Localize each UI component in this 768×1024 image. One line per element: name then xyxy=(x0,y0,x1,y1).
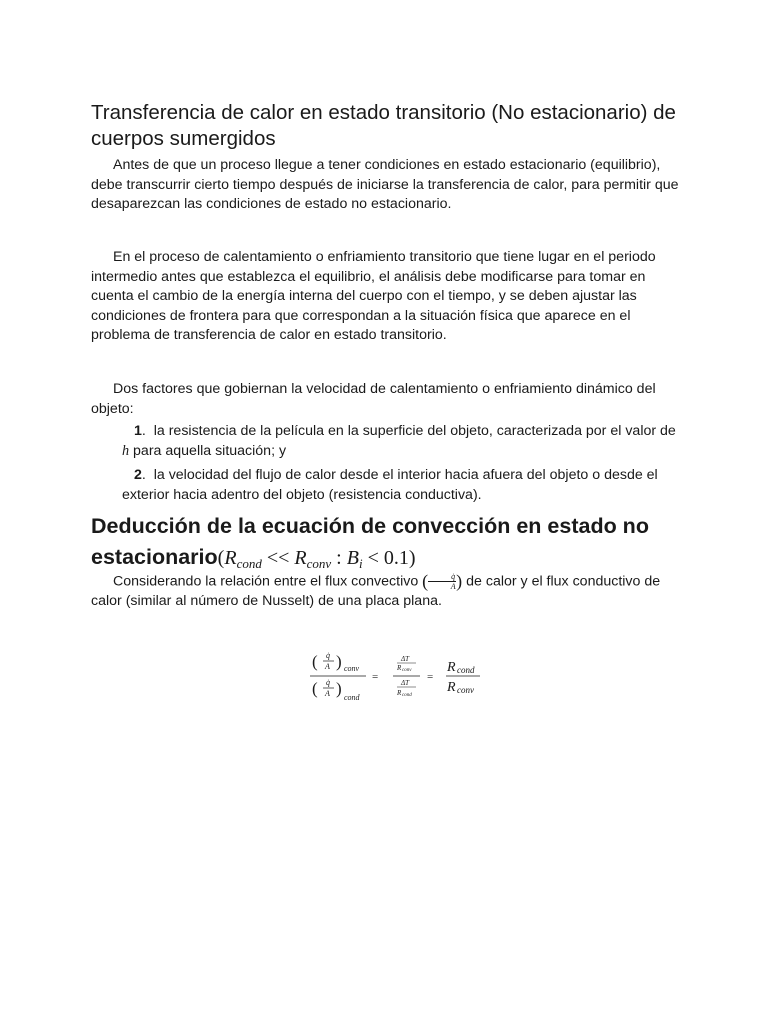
svg-text:R: R xyxy=(447,680,456,695)
svg-text:R: R xyxy=(447,660,456,675)
paragraph-factors: Dos factores que gobiernan la velocidad de calentamiento o enfriamiento dinámico del objeto: xyxy=(91,381,656,417)
svg-text:cond: cond xyxy=(344,693,360,702)
list-item-2: 2. la velocidad del flujo de calor desde el interior hacia afuera del objeto o desde el exterior hacia adentro del objeto (resistencia conductiva). xyxy=(122,467,658,503)
svg-text:conv: conv xyxy=(344,664,360,673)
paragraph-flux: Considerando la relación entre el flux convectivo ( $\frac{q̇}{A}$ ) de calor y el flux conductivo de calor (similar al número de Nusselt) de una placa plana. xyxy=(91,571,661,610)
svg-text:A: A xyxy=(325,662,330,671)
svg-text:=: = xyxy=(372,671,379,683)
svg-text:conv: conv xyxy=(457,685,474,695)
flux-ratio-equation xyxy=(300,645,500,707)
list-item-2-text: la velocidad del flujo de calor desde el interior hacia afuera del objeto o desde el exterior hacia adentro del objeto (resistencia conductiva). xyxy=(122,467,658,503)
list-number-1: 1 xyxy=(134,423,142,439)
paragraph-intro: Antes de que un proceso llegue a tener condiciones en estado estacionario (equilibrio), debe transcurrir cierto tiempo después de iniciarse la transferencia de calor, para permitir que desaparezcan las condiciones de estado no estacionario. xyxy=(91,157,679,213)
svg-text:q̇: q̇ xyxy=(326,651,330,660)
svg-text:): ) xyxy=(336,652,342,671)
svg-text:(: ( xyxy=(312,652,318,671)
svg-text:q̇: q̇ xyxy=(326,678,330,687)
svg-text:cond: cond xyxy=(402,693,412,698)
svg-text:ΔT: ΔT xyxy=(401,679,410,687)
list-item-1: 1. la resistencia de la película en la superficie del objeto, caracterizada por el valor de h para aquella situación; y xyxy=(122,423,676,459)
svg-text:ΔT: ΔT xyxy=(401,655,410,663)
list-number-2: 2 xyxy=(134,467,142,483)
list-item-1-text-before: la resistencia de la película en la superficie del objeto, caracterizada por el valor de xyxy=(153,423,676,439)
condition-formula: ($R_{cond} << R_{conv}$ : $B_i < 0.1$) xyxy=(217,547,416,571)
section-heading-text: Deducción de la ecuación de convección en estado no estacionario xyxy=(91,514,649,569)
list-item-1-text-after: para aquella situación; y xyxy=(133,442,287,459)
document-title: Transferencia de calor en estado transitorio (No estacionario) de cuerpos sumergidos xyxy=(91,101,676,150)
svg-text:conv: conv xyxy=(402,668,412,673)
paragraph-transient-process: En el proceso de calentamiento o enfriamiento transitorio que tiene lugar en el periodo intermedio antes que establezca el equilibrio, el análisis debe modificarse para tomar en cuenta el cambio de la energía interna del cuerpo con el tiempo, y se deben ajustar las condiciones de frontera para que correspondan a la situación física que aparece en el problema de transferencia de calor en estado transitorio. xyxy=(91,249,656,344)
flux-text-after: de calor y el flux conductivo de calor (similar al número de Nusselt) de una placa plana. xyxy=(91,573,661,610)
svg-text:R: R xyxy=(397,664,402,672)
svg-text:(: ( xyxy=(312,679,318,698)
svg-text:A: A xyxy=(325,689,330,698)
math-h: h xyxy=(122,442,130,459)
section-heading xyxy=(91,511,711,579)
inline-fraction: $\frac{q̇}{A}$ xyxy=(428,572,456,591)
flux-text-before: Considerando la relación entre el flux convectivo xyxy=(113,573,419,590)
svg-text:cond: cond xyxy=(457,665,475,675)
svg-text:=: = xyxy=(427,671,434,683)
svg-text:R: R xyxy=(397,689,402,697)
svg-text:): ) xyxy=(336,679,342,698)
